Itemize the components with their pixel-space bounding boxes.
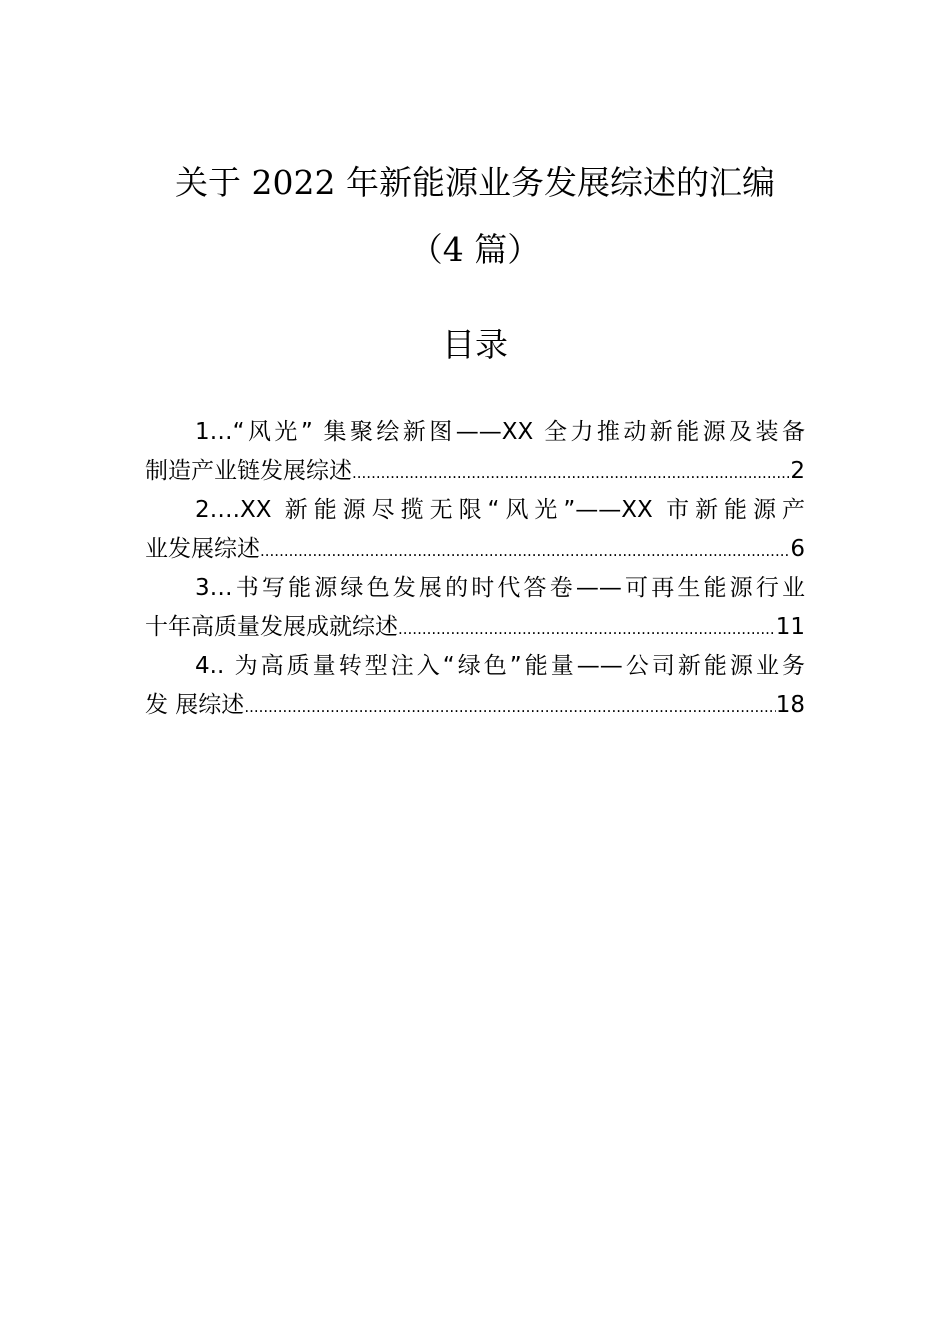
- toc-entry-title-cont: 十年高质量发展成就综述: [145, 614, 398, 640]
- toc-entry-title-cont: 业发展综述: [145, 536, 260, 562]
- toc-entry-title-cont: 发 展综述: [145, 692, 245, 718]
- toc-page-number: 18: [775, 692, 805, 718]
- toc-entry-continuation: [145, 608, 805, 647]
- toc-entry-1[interactable]: [145, 413, 805, 491]
- toc-entry-continuation: [145, 686, 805, 725]
- toc-page-number: 11: [775, 614, 805, 640]
- toc-dot-leader: [244, 688, 775, 725]
- toc-entry-title: 2….XX 新能源尽揽无限“风光”——XX 市新能源产: [195, 497, 805, 523]
- toc-entry-title: 3…书写能源绿色发展的时代答卷——可再生能源行业: [195, 575, 805, 601]
- toc-entry-3[interactable]: [145, 569, 805, 647]
- toc-entry-continuation: [145, 452, 805, 491]
- toc-dot-leader: [352, 454, 790, 491]
- toc-entry-title: 1…“风光” 集聚绘新图——XX 全力推动新能源及装备: [195, 419, 805, 445]
- toc-entry-continuation: [145, 530, 805, 569]
- toc-dot-leader: [260, 532, 790, 569]
- toc-entry-2[interactable]: [145, 491, 805, 569]
- toc-entry-4[interactable]: [145, 647, 805, 725]
- document-title: 关于 2022 年新能源业务发展综述的汇编: [175, 163, 775, 202]
- toc-entry-title-cont: 制造产业链发展综述: [145, 458, 352, 484]
- document-subtitle: （4 篇）: [409, 230, 541, 269]
- toc-page-number: 6: [790, 536, 805, 562]
- toc-dot-leader: [398, 610, 776, 647]
- toc-heading: 目录: [442, 325, 508, 364]
- toc-entry-title: 4.. 为高质量转型注入“绿色”能量——公司新能源业务: [195, 653, 805, 679]
- toc-page-number: 2: [790, 458, 805, 484]
- table-of-contents: [145, 413, 805, 725]
